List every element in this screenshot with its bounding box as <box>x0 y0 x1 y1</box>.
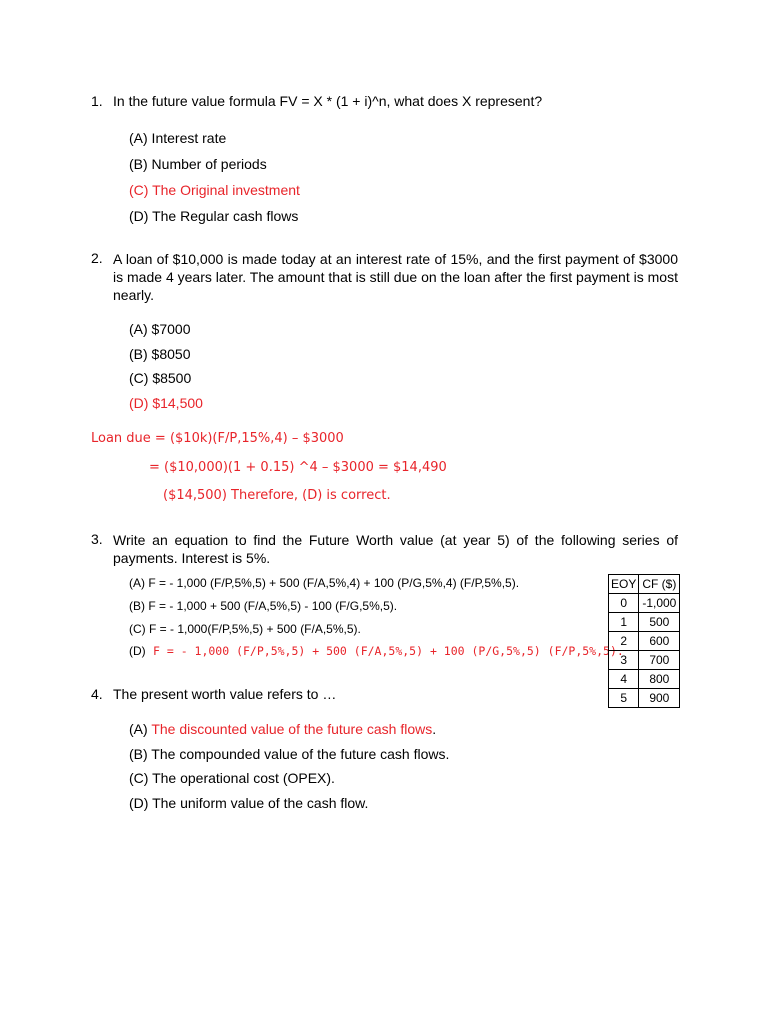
option-b: (B) Number of periods <box>129 156 267 172</box>
solution-line-1: Loan due = ($10k)(F/P,15%,4) – $3000 <box>91 431 344 446</box>
cf-cell: 800 <box>639 670 680 689</box>
option-a: (A) Interest rate <box>129 130 227 146</box>
table-row <box>609 632 680 651</box>
eoy-cell: 3 <box>609 651 639 670</box>
option-c-answer: (C) The Original investment <box>129 182 300 198</box>
option-a-suffix: . <box>432 721 437 737</box>
option-a-prefix: (A) <box>129 721 152 737</box>
eoy-cell: 4 <box>609 670 639 689</box>
cf-cell: 500 <box>639 613 680 632</box>
question-number: 2. <box>91 250 103 266</box>
solution-line-3: ($14,500) Therefore, (D) is correct. <box>163 488 391 503</box>
table-row <box>609 689 680 708</box>
option-d-answer: F = - 1,000 (F/P,5%,5) + 500 (F/A,5%,5) + 100 (P/G,5%,5) (F/P,5%,5). <box>153 644 624 658</box>
option-c: (C) F = - 1,000(F/P,5%,5) + 500 (F/A,5%,5). <box>129 622 361 636</box>
option-b: (B) $8050 <box>129 346 191 362</box>
option-b: (B) F = - 1,000 + 500 (F/A,5%,5) - 100 (F/G,5%,5). <box>129 599 398 613</box>
option-d-answer: (D) $14,500 <box>129 395 203 411</box>
cf-cell: 600 <box>639 632 680 651</box>
question-text: A loan of $10,000 is made today at an interest rate of 15%, and the first payment of $3000 is made 4 years later. The amount that is still due on the loan after the first payment is most nearly. <box>113 251 678 303</box>
table-header-row <box>609 575 680 594</box>
table-row <box>609 594 680 613</box>
option-a-answer: The discounted value of the future cash flows <box>151 721 433 737</box>
option-c: (C) The operational cost (OPEX). <box>129 770 335 786</box>
cash-flow-table <box>608 574 680 708</box>
cf-cell: 900 <box>639 689 680 708</box>
question-text: Write an equation to find the Future Worth value (at year 5) of the following series of payments. Interest is 5%. <box>113 532 678 566</box>
solution-line-2: = ($10,000)(1 + 0.15) ^4 – $3000 = $14,490 <box>149 460 447 475</box>
option-a: (A) F = - 1,000 (F/P,5%,5) + 500 (F/A,5%,4) + 100 (P/G,5%,4) (F/P,5%,5). <box>129 576 520 590</box>
question-number: 3. <box>91 531 103 547</box>
column-header-cf: CF ($) <box>639 575 680 594</box>
question-text: The present worth value refers to … <box>113 686 337 702</box>
eoy-cell: 0 <box>609 594 639 613</box>
cf-cell: -1,000 <box>639 594 680 613</box>
eoy-cell: 2 <box>609 632 639 651</box>
question-number: 1. <box>91 93 103 109</box>
option-c: (C) $8500 <box>129 370 192 386</box>
option-b: (B) The compounded value of the future cash flows. <box>129 746 450 762</box>
option-a: (A) $7000 <box>129 321 191 337</box>
eoy-cell: 5 <box>609 689 639 708</box>
question-number: 4. <box>91 686 103 702</box>
column-header-eoy: EOY <box>609 575 639 594</box>
table-row <box>609 613 680 632</box>
option-d: (D) The Regular cash flows <box>129 208 299 224</box>
option-d-label: (D) <box>129 644 146 658</box>
option-a <box>129 721 436 737</box>
question-text: In the future value formula FV = X * (1 + i)^n, what does X represent? <box>113 93 543 109</box>
eoy-cell: 1 <box>609 613 639 632</box>
option-d: (D) The uniform value of the cash flow. <box>129 795 369 811</box>
table-row <box>609 670 680 689</box>
table-row <box>609 651 680 670</box>
cf-cell: 700 <box>639 651 680 670</box>
